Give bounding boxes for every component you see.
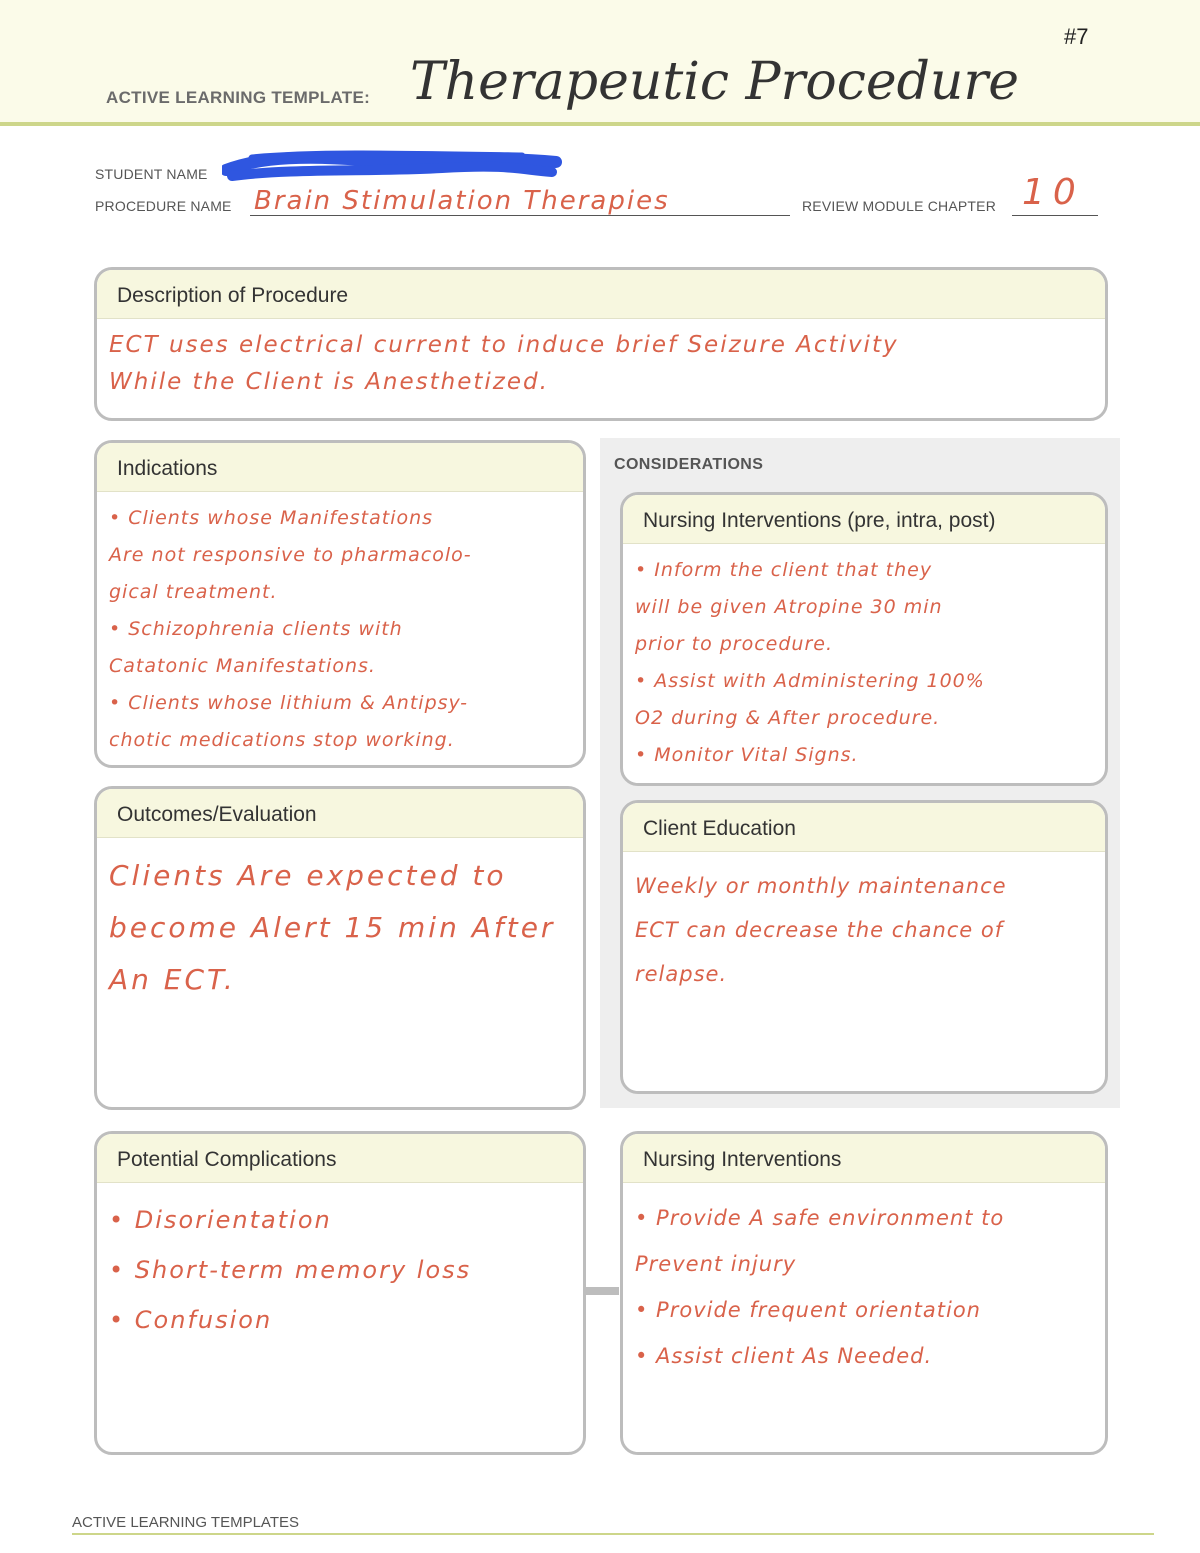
box-connector: [583, 1287, 619, 1295]
complications-body: [97, 1183, 583, 1345]
nursing-interventions-box: [620, 492, 1108, 786]
review-module-value: 10: [1022, 172, 1084, 213]
nursing-interventions-line: • Assist with Administering 100%: [635, 670, 985, 692]
indications-line: chotic medications stop working.: [109, 729, 455, 751]
interventions-header: Nursing Interventions: [623, 1134, 1105, 1183]
interventions-line: Prevent injury: [635, 1252, 797, 1276]
outcomes-body: [97, 838, 583, 1006]
considerations-title: CONSIDERATIONS: [614, 456, 764, 473]
nursing-interventions-line: will be given Atropine 30 min: [635, 596, 943, 618]
outcomes-line: become Alert 15 min After: [109, 911, 556, 944]
indications-body: [97, 492, 583, 759]
indications-box: [94, 440, 586, 768]
nursing-interventions-line: • Monitor Vital Signs.: [635, 744, 859, 766]
header-divider: [0, 122, 1200, 126]
indications-line: • Clients whose Manifestations: [109, 507, 434, 529]
client-education-body: [623, 852, 1105, 996]
client-education-box: [620, 800, 1108, 1094]
complications-box: [94, 1131, 586, 1455]
client-education-line: ECT can decrease the chance of: [635, 918, 1004, 942]
complications-header: Potential Complications: [97, 1134, 583, 1183]
description-line: ECT uses electrical current to induce brief Seizure Activity: [109, 332, 899, 358]
interventions-line: • Provide A safe environment to: [635, 1206, 1005, 1230]
student-name-label: STUDENT NAME: [95, 166, 208, 182]
outcomes-header: Outcomes/Evaluation: [97, 789, 583, 838]
description-body: [97, 319, 1105, 401]
indications-line: • Schizophrenia clients with: [109, 618, 403, 640]
indications-line: Are not responsive to pharmacolo-: [109, 544, 472, 566]
nursing-interventions-line: prior to procedure.: [635, 633, 834, 655]
nursing-interventions-body: [623, 544, 1105, 774]
indications-line: • Clients whose lithium & Antipsy-: [109, 692, 468, 714]
complications-line: • Confusion: [109, 1306, 273, 1334]
nursing-interventions-line: • Inform the client that they: [635, 559, 933, 581]
client-education-header: Client Education: [623, 803, 1105, 852]
client-education-line: Weekly or monthly maintenance: [635, 874, 1007, 898]
outcomes-box: [94, 786, 586, 1110]
indications-header: Indications: [97, 443, 583, 492]
footer-label: ACTIVE LEARNING TEMPLATES: [72, 1514, 299, 1531]
description-box: [94, 267, 1108, 421]
client-education-line: relapse.: [635, 962, 728, 986]
interventions-box: [620, 1131, 1108, 1455]
page-number: #7: [1064, 24, 1089, 49]
review-module-line: [1012, 215, 1098, 216]
complications-line: • Disorientation: [109, 1206, 332, 1234]
nursing-interventions-header: Nursing Interventions (pre, intra, post): [623, 495, 1105, 544]
redaction-scribble: [222, 150, 562, 184]
interventions-line: • Assist client As Needed.: [635, 1344, 933, 1368]
outcomes-line: Clients Are expected to: [109, 859, 507, 892]
page-title: Therapeutic Procedure: [410, 52, 1019, 112]
template-label: ACTIVE LEARNING TEMPLATE:: [106, 88, 371, 107]
description-header: Description of Procedure: [97, 270, 1105, 319]
footer-divider: [72, 1533, 1154, 1535]
review-module-label: REVIEW MODULE CHAPTER: [802, 198, 996, 214]
procedure-name-label: PROCEDURE NAME: [95, 198, 232, 214]
procedure-name-line: [250, 215, 790, 216]
nursing-interventions-line: O2 during & After procedure.: [635, 707, 941, 729]
complications-line: • Short-term memory loss: [109, 1256, 472, 1284]
description-line: While the Client is Anesthetized.: [109, 369, 549, 395]
interventions-body: [623, 1183, 1105, 1379]
indications-line: Catatonic Manifestations.: [109, 655, 376, 677]
interventions-line: • Provide frequent orientation: [635, 1298, 981, 1322]
procedure-name-value: Brain Stimulation Therapies: [254, 186, 670, 216]
outcomes-line: An ECT.: [109, 963, 236, 996]
indications-line: gical treatment.: [109, 581, 278, 603]
